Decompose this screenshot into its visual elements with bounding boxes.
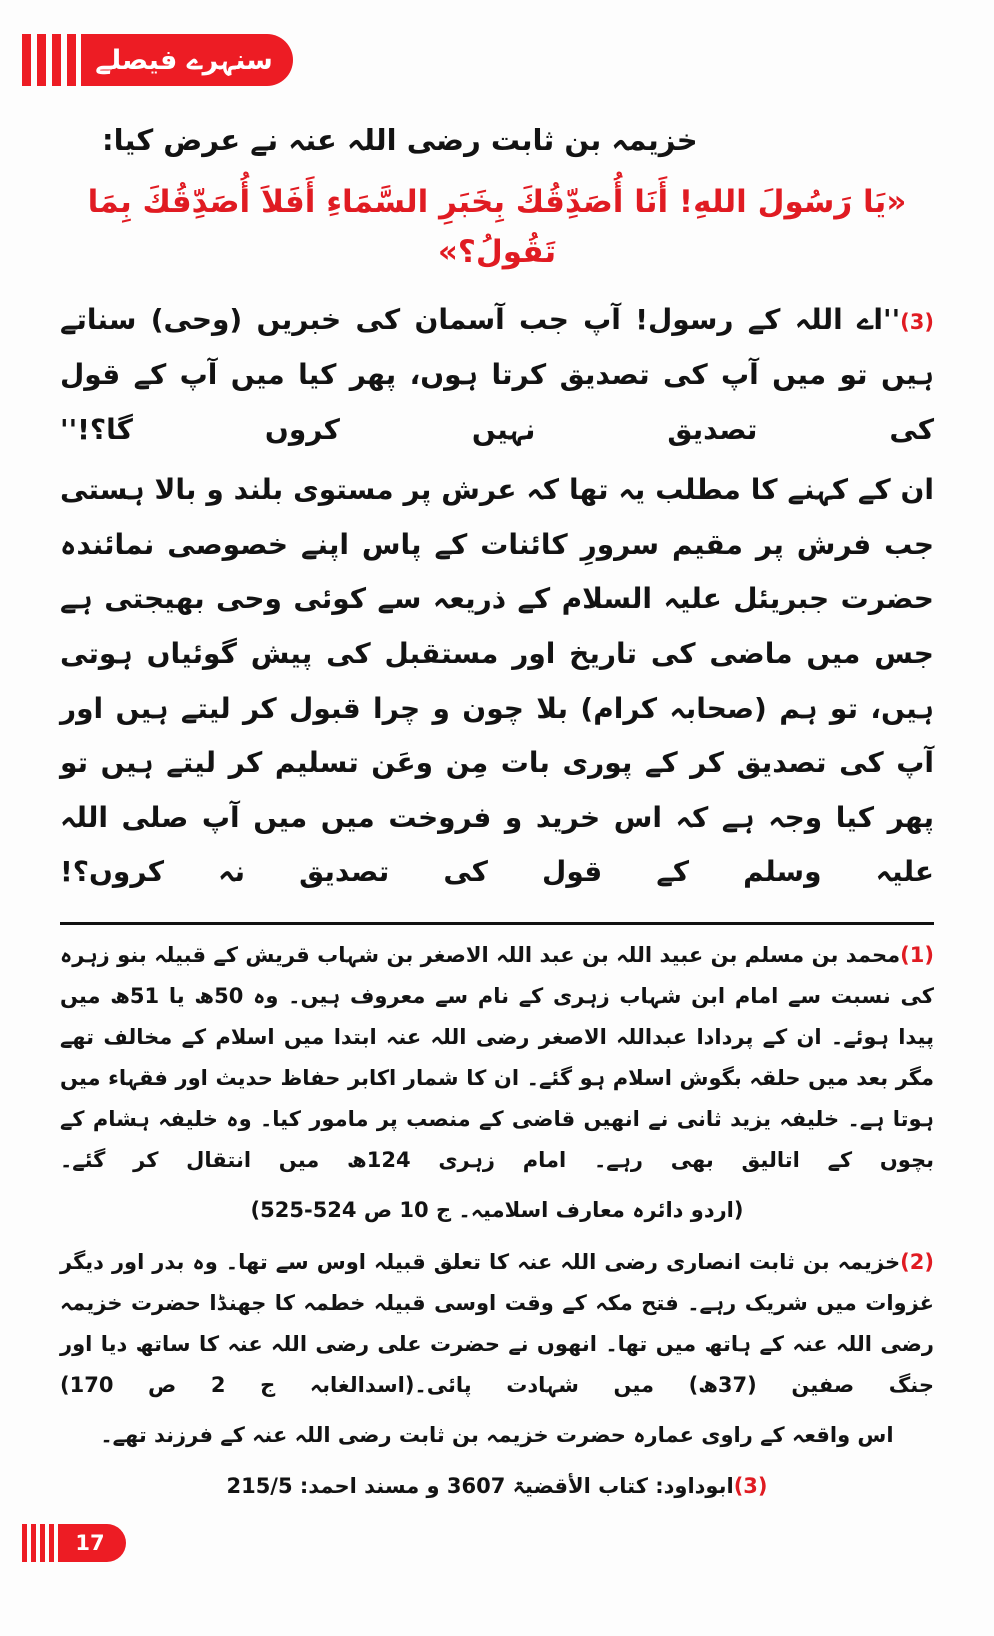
page-number-pill xyxy=(58,1524,126,1562)
book-title: سنہرے فیصلے xyxy=(95,44,273,76)
footnote-citation: (اسدالغابہ ج 2 ص 170) xyxy=(60,1373,415,1398)
footnote-marker-3: (3) xyxy=(900,310,934,335)
footnote-number: (1) xyxy=(900,942,934,967)
banner-bar xyxy=(52,34,61,86)
page-number: 17 xyxy=(75,1530,105,1555)
footnote-item xyxy=(60,935,934,1181)
footnote-number: (3) xyxy=(733,1474,768,1499)
page-number-badge xyxy=(22,1524,126,1562)
footer-bars-decoration xyxy=(22,1524,54,1562)
footnote-item xyxy=(60,1466,934,1507)
footer-bar xyxy=(31,1524,36,1562)
footnote-text: ابوداود: کتاب الأقضیۃ 3607 و مسند احمد: 215/5 xyxy=(226,1474,734,1499)
footnote-item xyxy=(60,1242,934,1406)
urdu-translation-text: ''اے اللہ کے رسول! آپ جب آسمان کی خبریں (وحی) سناتے ہیں تو میں آپ کی تصدیق کرتا ہوں، پھر کیا میں آپ کے قول کی تصدیق نہیں کروں گا؟!'' xyxy=(60,303,934,446)
footnote-citation: (اردو دائرہ معارف اسلامیہ۔ ج 10 ص 524-525) xyxy=(250,1197,744,1222)
footnote-extra-note: اس واقعہ کے راوی عمارہ حضرت خزیمہ بن ثابت رضی اللہ عنہ کے فرزند تھے۔ xyxy=(100,1423,894,1448)
urdu-explanation-paragraph: ان کے کہنے کا مطلب یہ تھا کہ عرش پر مستوی بلند و بالا ہستی جب فرش پر مقیم سرورِ کائنات کے پاس اپنے خصوصی نمائندہ حضرت جبریئل علیہ السلام کے ذریعہ سے کوئی وحی بھیجتی ہے جس میں ماضی کی تاریخ اور مستقبل کی پیش گوئیاں ہوتی ہیں، تو ہم (صحابہ کرام) بلا چون و چرا قبول کر لیتے ہیں اور آپ کی تصدیق کر کے پوری بات مِن وعَن تسلیم کر لیتے ہیں تو پھر کیا وجہ ہے کہ اس خرید و فروخت میں میں آپ صلی اللہ علیہ وسلم کے قول کی تصدیق نہ کروں؟! xyxy=(60,473,934,889)
footer-bar xyxy=(49,1524,54,1562)
banner-bar xyxy=(37,34,46,86)
banner-bar xyxy=(67,34,76,86)
header-banner xyxy=(22,34,293,86)
footnote-divider xyxy=(60,922,934,925)
footnote-text: محمد بن مسلم بن عبید اللہ بن عبد اللہ الاصغر بن شہاب قریش کے قبیلہ بنو زہرہ کی نسبت سے امام ابن شہاب زہری کے نام سے معروف ہیں۔ وہ 50ھ یا 51ھ میں پیدا ہوئے۔ ان کے پردادا عبداللہ الاصغر رضی اللہ عنہ ابتدا میں اسلام کے مخالف تھے مگر بعد میں حلقہ بگوش اسلام ہو گئے۔ ان کا شمار اکابر حفاظ حدیث اور فقہاء میں ہوتا ہے۔ خلیفہ یزید ثانی نے انھیں قاضی کے منصب پر مامور کیا۔ وہ خلیفہ ہشام کے بچوں کے اتالیق بھی رہے۔ امام زہری 124ھ میں انتقال کر گئے۔ xyxy=(60,942,934,1172)
footer-bar xyxy=(22,1524,27,1562)
page-content xyxy=(60,118,934,1517)
footnotes-section xyxy=(60,935,934,1507)
arabic-hadith-quote: «يَا رَسُولَ اللهِ! أَنَا أُصَدِّقُكَ بِخَبَرِ السَّمَاءِ أَفَلاَ أُصَدِّقُكَ بِمَا تَقُولُ؟» xyxy=(87,183,907,271)
banner-bars-decoration xyxy=(22,34,76,86)
footer-bar xyxy=(40,1524,45,1562)
banner-pill xyxy=(81,34,293,86)
banner-bar xyxy=(22,34,31,86)
footnote-text: خزیمہ بن ثابت انصاری رضی اللہ عنہ کا تعلق قبیلہ اوس سے تھا۔ وہ بدر اور دیگر غزوات میں شریک رہے۔ فتح مکہ کے وقت اوسی قبیلہ خطمہ کا جھنڈا حضرت خزیمہ رضی اللہ عنہ کے ہاتھ میں تھا۔ انھوں نے حضرت علی رضی اللہ عنہ کا ساتھ دیا اور جنگ صفین (37ھ) میں شہادت پائی۔ xyxy=(60,1250,934,1398)
urdu-translation-paragraph xyxy=(60,293,934,457)
narrator-intro-line: خزیمہ بن ثابت رضی اللہ عنہ نے عرض کیا: xyxy=(102,123,698,157)
footnote-number: (2) xyxy=(900,1250,934,1275)
